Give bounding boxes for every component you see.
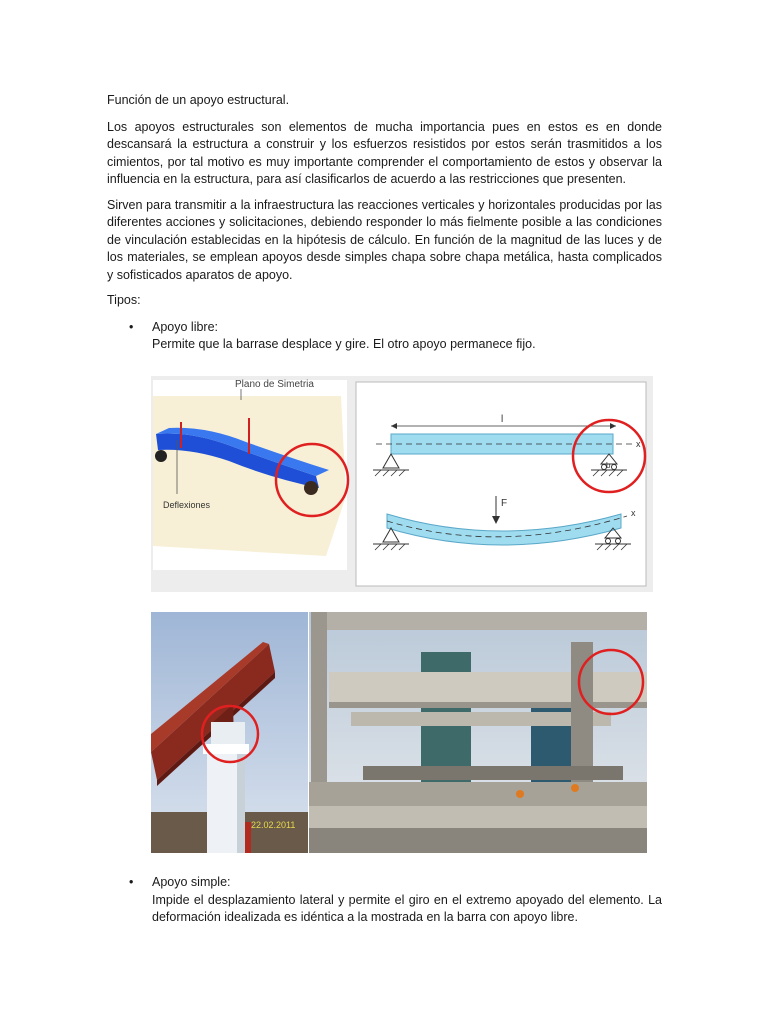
document-body [107, 92, 662, 354]
b-label: b [606, 461, 611, 470]
list-item-apoyo-simple [107, 874, 662, 927]
bullet-icon: • [129, 875, 134, 889]
deflexiones-label: Deflexiones [163, 500, 211, 510]
page-title: Función de un apoyo estructural. [107, 93, 290, 107]
support-photos-figure [151, 612, 647, 853]
apoyo-simple-desc: Impide el desplazamiento lateral y permite el giro en el extremo apoyado del elemento. La deformación idealizada es idéntica a la mostrada en la barra con apoyo libre. [152, 892, 662, 924]
beam-diagram-figure [151, 376, 653, 592]
paragraph-1: Los apoyos estructurales son elementos de mucha importancia pues en estos es en donde descansará la estructura a construir y los esfuerzos resistidos por estos serán trasmitidos a los cimientos, por tal motivo es muy importante comprender el comportamiento de estos y observar la influencia en la estructura, para así clasificarlos de acuerdo a las restricciones que presenten. [107, 119, 662, 186]
x-axis-label-2: x [631, 508, 636, 518]
list-item-apoyo-libre [107, 319, 662, 354]
tipos-heading: Tipos: [107, 293, 141, 307]
photo-date: 22.02.2011 [251, 820, 296, 830]
beam-2d-panel [356, 382, 646, 586]
x-axis-label-1: x [636, 439, 641, 449]
force-label: F [501, 498, 508, 509]
steel-beam-photo [151, 612, 308, 853]
apoyo-libre-title: Apoyo libre: [152, 319, 219, 334]
concrete-structure-photo [309, 612, 647, 853]
paragraph-2: Sirven para transmitir a la infraestructura las reacciones verticales y horizontales producidas por las diferentes acciones y solicitaciones, debiendo responder lo más fielmente posible a las condiciones de vinculación establecidas en la hipótesis de cálculo. En función de la magnitud de las luces y de los materiales, se emplean apoyos desde simples chapa sobre chapa metálica, hasta complicados y sofisticados aparatos de apoyo. [107, 197, 662, 282]
apoyo-libre-desc: Permite que la barrase desplace y gire. El otro apoyo permanece fijo. [152, 337, 536, 351]
apoyo-simple-title: Apoyo simple: [152, 875, 231, 889]
plano-de-simetria-label: Plano de Simetria [235, 379, 314, 390]
length-label: l [501, 414, 504, 425]
list-item-apoyo-simple-wrapper [107, 874, 662, 927]
bullet-icon: • [129, 319, 134, 334]
